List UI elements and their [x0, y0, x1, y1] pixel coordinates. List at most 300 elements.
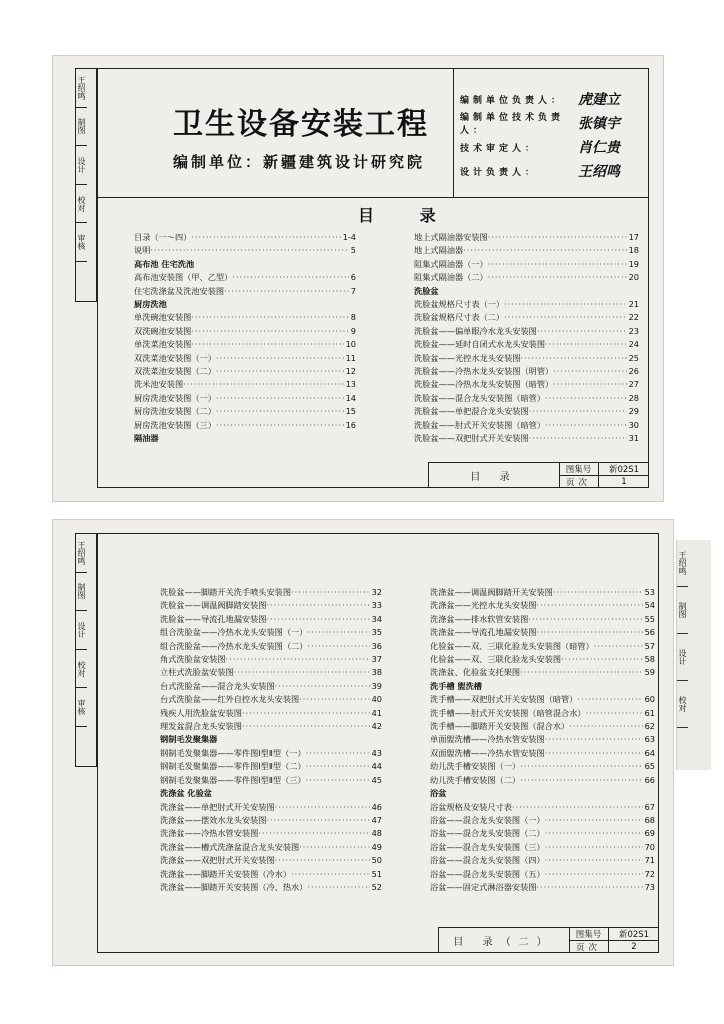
toc-leader-dots: [299, 693, 369, 706]
toc-leader-dots: [569, 720, 642, 733]
signature: 张镇宇: [578, 116, 620, 132]
toc-page-number: 50: [371, 855, 382, 866]
toc-entry-title: 浴盆——混合龙头安装图（四）: [430, 855, 545, 866]
toc-entry-title: 洗手槽——肘式开关安装图（暗管混合水）: [430, 707, 586, 718]
toc-leader-dots: [553, 586, 643, 599]
toc-entry: [430, 868, 655, 881]
toc-leader-dots: [217, 733, 380, 746]
toc-page-number: 12: [345, 366, 356, 377]
toc-leader-dots: [488, 258, 627, 271]
toc-section-heading: [430, 680, 655, 693]
toc-entry-title: 隔油器: [134, 433, 159, 444]
toc-entry: [414, 298, 639, 311]
toc-entry-title: 住宅洗涤盆及洗池安装图: [134, 285, 225, 296]
toc-page-number: 66: [644, 774, 655, 785]
toc-entry-title: 浴盆: [430, 788, 447, 799]
toc-leader-dots: [216, 365, 344, 378]
sign-cell: 制图: [76, 573, 87, 612]
toc-entry: [430, 693, 655, 706]
toc-entry: [160, 827, 382, 840]
toc-entry-title: 钢制毛发聚集器: [160, 734, 218, 745]
toc-entry: [430, 640, 655, 653]
toc-entry-title: 立柱式洗脸盆安装图: [160, 667, 234, 678]
toc-entry-title: 洗米池安装图: [134, 379, 184, 390]
toc-leader-dots: [159, 432, 354, 445]
toc-entry-title: 洗脸盆——肘式开关安装图（暗管）: [414, 419, 546, 430]
sign-strip: [75, 533, 97, 767]
toc-leader-dots: [446, 787, 653, 800]
toc-entry: [160, 653, 382, 666]
toc-entry-title: 地上式隔油器安装图: [414, 232, 488, 242]
toc-entry-title: 幼儿洗手槽安装图（二）: [430, 774, 521, 785]
toc-page-number: 40: [371, 694, 382, 705]
toc-leader-dots: [307, 881, 369, 894]
toc-page-number: 38: [371, 667, 382, 678]
toc-entry-title: 台式洗脸盆——混合龙头安装图: [160, 680, 275, 691]
toc-entry-title: 洗涤盆——槽式洗涤盆混合龙头安装图: [160, 841, 300, 852]
toc-entry-title: 浴盆——固定式淋浴器安装图: [430, 881, 537, 892]
toc-entry-title: 浴盆——混合龙头安装图（二）: [430, 828, 545, 839]
toc-page-number: 65: [644, 761, 655, 772]
signature: 肖仁贵: [578, 140, 620, 156]
toc-leader-dots: [216, 352, 344, 365]
toc-entry-title: 阻集式隔油器（二）: [414, 272, 488, 283]
toc-leader-dots: [536, 881, 642, 894]
toc-page-number: 70: [644, 841, 655, 852]
toc-page-number: 25: [628, 352, 639, 363]
toc-heading: 目 录: [358, 206, 456, 225]
toc-page-number: 58: [644, 654, 655, 665]
toc-entry: [430, 666, 655, 679]
toc-page-number: 51: [371, 868, 382, 879]
toc-entry-title: 洗涤盆——调温阀脚踏开关安装图: [430, 587, 553, 597]
toc-leader-dots: [191, 311, 348, 324]
toc-leader-dots: [545, 841, 643, 854]
toc-leader-dots: [242, 707, 370, 720]
toc-entry: [430, 720, 655, 733]
toc-entry-title: 厨房洗池: [134, 299, 167, 310]
toc-page-number: 53: [644, 587, 655, 597]
toc-entry-title: 洗涤盆——双把肘式开关安装图: [160, 855, 275, 866]
toc-page-number: 21: [628, 299, 639, 310]
header-divider: [453, 69, 454, 197]
toc-entry: [430, 653, 655, 666]
toc-column-left: [134, 231, 356, 446]
toc-leader-dots: [232, 271, 349, 284]
toc-leader-dots: [504, 298, 627, 311]
toc-leader-dots: [545, 854, 643, 867]
toc-entry: [430, 827, 655, 840]
toc-entry-title: 洗手槽——双把肘式开关安装图（暗管）: [430, 694, 578, 705]
toc-entry: [414, 392, 639, 405]
toc-entry-title: 组合洗脸盆——冷热水龙头安装图（二）: [160, 640, 308, 651]
toc-entry-title: 浴盆——混合龙头安装图（三）: [430, 841, 545, 852]
responsible-label: 编制单位负责人：: [460, 95, 565, 106]
toc-entry-title: 钢制毛发聚集器——零件图Ⅰ型Ⅱ型（一）: [160, 747, 306, 758]
toc-leader-dots: [191, 231, 340, 244]
toc-entry: [134, 231, 356, 244]
sign-cell: 设计: [677, 634, 688, 681]
toc-entry-title: 双洗菜池安装图（二）: [134, 366, 216, 377]
toc-entry-title: 浴盆——混合龙头安装图（五）: [430, 868, 545, 879]
title-block: [438, 927, 659, 953]
responsible-label: 设计负责人：: [460, 167, 539, 178]
toc-page-number: 26: [628, 366, 639, 377]
toc-page-number: 29: [628, 406, 639, 417]
toc-page-number: 69: [644, 828, 655, 839]
toc-leader-dots: [299, 841, 369, 854]
toc-page-number: [653, 787, 655, 800]
page-label: 页次: [559, 476, 599, 489]
toc-entry-title: 洗脸盆规格尺寸表（一）: [414, 299, 505, 310]
toc-entry: [414, 271, 639, 284]
toc-entry: [160, 801, 382, 814]
toc-entry-title: 洗涤盆——脚踏开关安装图（冷水）: [160, 868, 292, 879]
toc-page-number: [380, 787, 382, 800]
toc-leader-dots: [482, 680, 653, 693]
toc-entry: [414, 432, 639, 445]
sign-cell: 制图: [76, 108, 87, 147]
sign-strip: [75, 68, 97, 302]
toc-entry: [414, 378, 639, 391]
toc-entry-title: 洗涤盆——光控水龙头安装图: [430, 600, 537, 611]
signature: 虎建立: [578, 92, 620, 108]
toc-leader-dots: [520, 774, 643, 787]
atlas-number: 新02S1: [599, 463, 649, 476]
toc-entry: [160, 680, 382, 693]
toc-page-number: 67: [644, 801, 655, 812]
sign-cell: 王绍鸣: [76, 69, 87, 108]
toc-page-number: 24: [628, 339, 639, 350]
toc-leader-dots: [306, 760, 370, 773]
toc-entry: [160, 720, 382, 733]
toc-page-number: 55: [644, 613, 655, 624]
toc-leader-dots: [545, 868, 643, 881]
toc-entry: [430, 733, 655, 746]
toc-leader-dots: [266, 599, 369, 612]
toc-column-right: [430, 586, 655, 894]
toc-entry-title: 双面盥洗槽——冷热水管安装图: [430, 747, 545, 758]
toc-leader-dots: [553, 378, 626, 391]
toc-leader-dots: [545, 747, 643, 760]
toc-entry: [160, 693, 382, 706]
toc-leader-dots: [520, 352, 626, 365]
adjacent-sheet-edge: [676, 540, 711, 770]
toc-leader-dots: [439, 285, 637, 298]
toc-entry: [430, 841, 655, 854]
toc-page-number: 20: [628, 272, 639, 283]
toc-leader-dots: [463, 244, 626, 257]
toc-entry-title: 台式洗脸盆——红外自控水龙头安装图: [160, 694, 300, 705]
toc-leader-dots: [528, 613, 642, 626]
toc-page-number: 42: [371, 721, 382, 732]
toc-leader-dots: [275, 680, 370, 693]
toc-entry: [160, 626, 382, 639]
toc-entry-title: 残疾人用洗脸盆安装图: [160, 707, 242, 718]
toc-entry-title: 浴盆规格及安装尺寸表: [430, 801, 512, 812]
toc-entry-title: 单洗菜池安装图: [134, 339, 192, 350]
toc-entry-title: 角式洗脸盆安装图: [160, 654, 226, 665]
toc-page-number: 45: [371, 774, 382, 785]
toc-section-heading: [134, 432, 356, 445]
toc-entry-title: 洗脸盆——延时自闭式水龙头安装图: [414, 339, 546, 350]
toc-entry-title: 单面盥洗槽——冷热水管安装图: [430, 734, 545, 745]
toc-page-number: 54: [644, 600, 655, 611]
toc-section-heading: [134, 258, 356, 271]
toc-entry: [160, 586, 382, 599]
toc-entry-title: 洗涤盆——冷热水管安装图: [160, 828, 259, 839]
toc-entry-title: 洗手槽 盥洗槽: [430, 680, 482, 691]
toc-leader-dots: [529, 405, 627, 418]
toc-entry-title: 洗脸盆——冷热水龙头安装图（暗管）: [414, 379, 554, 390]
toc-page-number: [380, 733, 382, 746]
toc-entry-title: 洗脸盆——单把混合龙头安装图: [414, 406, 529, 417]
toc-leader-dots: [520, 666, 643, 679]
drawing-frame: [97, 533, 659, 953]
toc-section-heading: [430, 787, 655, 800]
toc-page-number: 1-4: [342, 232, 356, 242]
toc-entry: [134, 325, 356, 338]
toc-entry: [414, 405, 639, 418]
toc-entry: [160, 640, 382, 653]
toc-entry: [414, 352, 639, 365]
toc-entry-title: 组合洗脸盆——冷热水龙头安装图（一）: [160, 627, 308, 638]
atlas-number-label: 图集号: [569, 928, 609, 941]
toc-entry: [414, 244, 639, 257]
toc-entry: [430, 707, 655, 720]
toc-entry: [160, 774, 382, 787]
toc-entry-title: 化验盆——双、三联化验龙头安装图（暗管）: [430, 640, 594, 651]
toc-entry-title: 钢制毛发聚集器——零件图Ⅰ型Ⅱ型（三）: [160, 774, 306, 785]
toc-leader-dots: [216, 405, 344, 418]
toc-entry: [430, 613, 655, 626]
toc-entry-title: 幼儿洗手槽安装图（一）: [430, 761, 521, 772]
toc-leader-dots: [504, 311, 627, 324]
toc-entry: [134, 338, 356, 351]
toc-entry: [160, 747, 382, 760]
toc-entry-title: 阻集式隔油器（一）: [414, 258, 488, 269]
toc-page-number: 7: [350, 285, 356, 296]
toc-leader-dots: [545, 419, 627, 432]
responsible-label: 技术审定人：: [460, 143, 539, 154]
title-block-name: 目 录: [429, 463, 560, 488]
toc-entry-title: 洗脸盆——脚踏开关洗手喷头安装图: [160, 587, 292, 597]
toc-leader-dots: [150, 244, 348, 257]
sign-cell: 校对: [76, 185, 87, 224]
toc-entry-title: 洗手槽——脚踏开关安装图（混合水）: [430, 721, 570, 732]
toc-entry-title: 洗涤盆、化验盆支托架图: [430, 667, 521, 678]
toc-column-left: [160, 586, 382, 894]
toc-leader-dots: [266, 814, 369, 827]
toc-page-number: 8: [350, 312, 356, 323]
toc-page-number: [354, 432, 356, 445]
toc-page-number: 22: [628, 312, 639, 323]
sign-cell: 王绍鸣: [76, 534, 87, 573]
toc-entry: [160, 881, 382, 894]
toc-leader-dots: [291, 586, 370, 599]
toc-leader-dots: [512, 801, 643, 814]
toc-leader-dots: [536, 626, 642, 639]
toc-entry: [134, 311, 356, 324]
toc-entry-title: 厨房洗池安装图（三）: [134, 419, 216, 430]
toc-page-number: 48: [371, 828, 382, 839]
toc-entry-title: 洗涤盆 化验盆: [160, 788, 212, 799]
toc-entry: [414, 365, 639, 378]
toc-entry: [430, 760, 655, 773]
toc-leader-dots: [488, 231, 627, 244]
toc-entry: [430, 626, 655, 639]
toc-page-number: [637, 285, 639, 298]
toc-leader-dots: [167, 298, 354, 311]
toc-entry-title: 化验盆——双、三联化验龙头安装图: [430, 654, 562, 665]
responsible-row: [460, 135, 645, 159]
toc-sheet-1: [52, 55, 664, 502]
sign-cell: 审核: [76, 223, 87, 262]
toc-entry-title: 单洗碗池安装图: [134, 312, 192, 323]
toc-page-number: 37: [371, 654, 382, 665]
toc-entry: [134, 378, 356, 391]
toc-section-heading: [160, 733, 382, 746]
toc-entry-title: 洗脸盆——导流孔地漏安装图: [160, 613, 267, 624]
toc-page-number: 6: [350, 272, 356, 283]
toc-entry: [414, 311, 639, 324]
toc-entry: [160, 868, 382, 881]
toc-leader-dots: [275, 801, 370, 814]
toc-entry: [134, 405, 356, 418]
toc-page-number: 34: [371, 613, 382, 624]
toc-page-number: 61: [644, 707, 655, 718]
toc-entry: [430, 774, 655, 787]
toc-leader-dots: [545, 827, 643, 840]
sign-cell: 制图: [677, 587, 688, 634]
toc-page-number: 27: [628, 379, 639, 390]
toc-leader-dots: [216, 419, 344, 432]
toc-entry: [430, 599, 655, 612]
toc-leader-dots: [545, 814, 643, 827]
toc-leader-dots: [488, 271, 627, 284]
toc-leader-dots: [191, 325, 348, 338]
toc-entry: [160, 666, 382, 679]
toc-leader-dots: [545, 392, 627, 405]
toc-page-number: 13: [345, 379, 356, 390]
page-number: 2: [631, 941, 637, 952]
toc-page-number: 59: [644, 667, 655, 678]
toc-entry: [134, 271, 356, 284]
atlas-number-label: 图集号: [559, 463, 599, 476]
toc-page-number: 11: [345, 352, 356, 363]
toc-page-number: [354, 258, 356, 271]
toc-entry-title: 钢制毛发聚集器——零件图Ⅰ型Ⅱ型（二）: [160, 761, 306, 772]
toc-entry: [134, 285, 356, 298]
toc-section-heading: [414, 285, 639, 298]
signature: 王绍鸣: [578, 164, 620, 180]
toc-leader-dots: [242, 720, 370, 733]
toc-page-number: 23: [628, 325, 639, 336]
toc-entry: [414, 338, 639, 351]
toc-page-number: 18: [628, 245, 639, 256]
toc-page-number: 64: [644, 747, 655, 758]
toc-page-number: 31: [628, 433, 639, 444]
toc-sheet-2: [52, 519, 674, 966]
drawing-frame: [97, 68, 649, 488]
toc-entry-title: 洗脸盆规格尺寸表（二）: [414, 312, 505, 323]
toc-leader-dots: [275, 854, 370, 867]
toc-section-heading: [134, 298, 356, 311]
toc-leader-dots: [183, 378, 343, 391]
toc-page-number: 41: [371, 707, 382, 718]
toc-leader-dots: [307, 640, 369, 653]
toc-page-number: 68: [644, 814, 655, 825]
toc-page-number: [354, 298, 356, 311]
responsible-row: [460, 111, 645, 135]
toc-leader-dots: [226, 653, 370, 666]
toc-entry: [160, 854, 382, 867]
toc-entry-title: 洗脸盆——混合龙头安装图（暗管）: [414, 392, 546, 403]
toc-page-number: [653, 680, 655, 693]
toc-entry-title: 洗脸盆——光控水龙头安装图: [414, 352, 521, 363]
toc-entry-title: 说明: [134, 245, 151, 256]
toc-page-number: 71: [644, 855, 655, 866]
sign-cell: 设计: [76, 611, 87, 650]
toc-entry: [430, 854, 655, 867]
toc-page-number: 28: [628, 392, 639, 403]
responsible-row: [460, 159, 645, 183]
toc-entry-title: 双洗碗池安装图: [134, 325, 192, 336]
toc-page-number: 39: [371, 680, 382, 691]
toc-entry-title: 厨房洗池安装图（二）: [134, 406, 216, 417]
toc-page-number: 62: [644, 721, 655, 732]
toc-entry-title: 洗脸盆: [414, 285, 439, 296]
toc-leader-dots: [586, 707, 643, 720]
toc-entry: [430, 881, 655, 894]
toc-entry-title: 洗涤盆——单把肘式开关安装图: [160, 801, 275, 812]
sign-cell: 设计: [76, 146, 87, 185]
toc-page-number: 56: [644, 627, 655, 638]
toc-page-number: 5: [350, 245, 356, 256]
toc-page-number: 60: [644, 694, 655, 705]
toc-entry: [414, 325, 639, 338]
toc-leader-dots: [520, 760, 643, 773]
toc-entry: [430, 586, 655, 599]
toc-leader-dots: [266, 613, 369, 626]
toc-column-right: [414, 231, 639, 446]
toc-page-number: 72: [644, 868, 655, 879]
responsible-row: [460, 87, 645, 111]
page-number: 1: [621, 476, 627, 487]
toc-leader-dots: [212, 787, 380, 800]
toc-entry: [134, 365, 356, 378]
compiling-unit: 编制单位：新疆建筑设计研究院: [173, 153, 426, 171]
toc-entry: [430, 801, 655, 814]
toc-page-number: 36: [371, 640, 382, 651]
toc-page-number: 14: [345, 392, 356, 403]
toc-entry-title: 洗涤盆——排水软管安装图: [430, 613, 529, 624]
document-title: 卫生设备安装工程: [173, 107, 429, 142]
toc-entry-title: 高布池 住宅洗池: [134, 258, 195, 269]
toc-page-number: 63: [644, 734, 655, 745]
atlas-number: 新02S1: [609, 928, 659, 941]
toc-page-number: 19: [628, 258, 639, 269]
toc-leader-dots: [216, 392, 344, 405]
toc-entry: [160, 599, 382, 612]
toc-entry: [134, 419, 356, 432]
toc-entry: [134, 392, 356, 405]
toc-entry: [160, 613, 382, 626]
toc-entry: [134, 352, 356, 365]
toc-entry-title: 洗涤盆——导流孔地漏安装图: [430, 627, 537, 638]
toc-page-number: 9: [350, 325, 356, 336]
sign-cell: 王绍鸣: [677, 540, 688, 587]
